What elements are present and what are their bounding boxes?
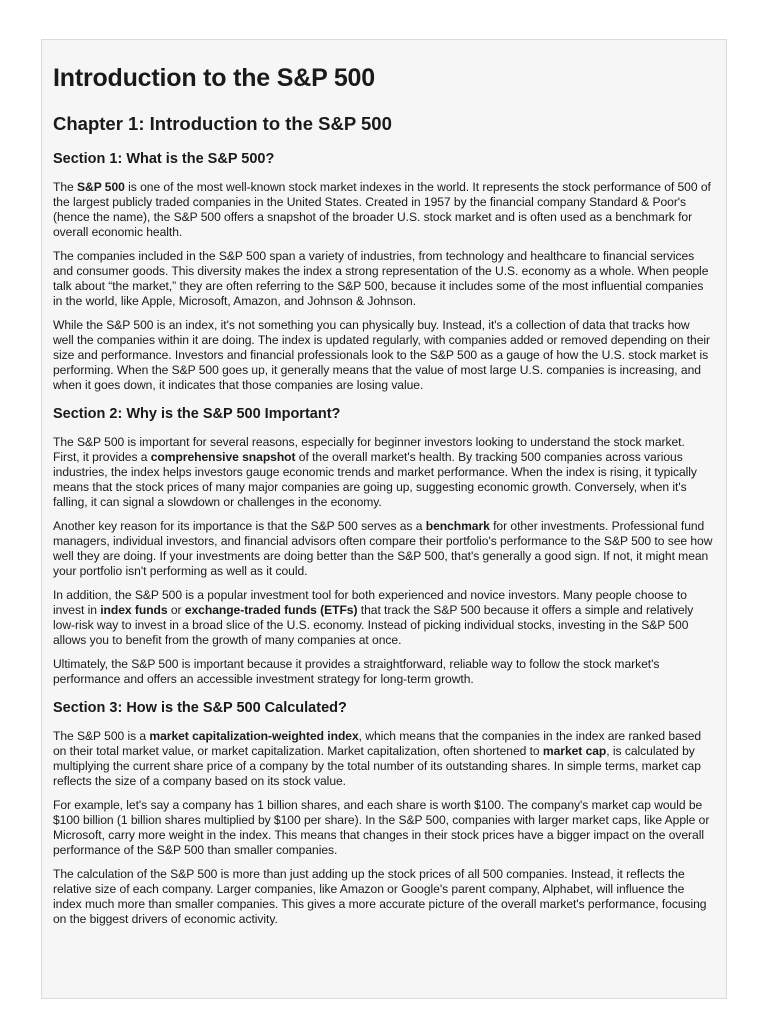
paragraph xyxy=(53,519,713,579)
text-run: or xyxy=(167,603,185,617)
bold-term: index funds xyxy=(100,603,168,617)
bold-term: market cap xyxy=(542,744,607,758)
text-run: The S&P 500 is a xyxy=(53,729,150,743)
paragraph xyxy=(53,588,713,648)
text-run: In addition, the S&P 500 is a popular investment tool for both experienced and novice investors. Many people choose to invest in xyxy=(53,588,687,617)
bold-term: market capitalization-weighted index xyxy=(149,729,359,743)
paragraph xyxy=(53,318,713,393)
document-content xyxy=(53,62,713,936)
bold-term: exchange-traded funds (ETFs) xyxy=(184,603,358,617)
chapter-title: Chapter 1: Introduction to the S&P 500 xyxy=(53,113,392,134)
text-run: that track the S&P 500 because it offers a simple and relatively low-risk way to invest in a broad slice of the U.S. economy. Instead of picking individual stocks, investing in the S&P 500 allows you to benefit from the growth of many companies at once. xyxy=(53,603,694,647)
bold-term: comprehensive snapshot xyxy=(150,450,296,464)
text-run: for other investments. Professional fund managers, individual investors, and financial advisors often compare their portfolio's performance to the S&P 500 to see how well they are doing. If your investments are doing better than the S&P 500, that's generally a good sign. If not, it might mean your portfolio isn't performing as well as it could. xyxy=(53,519,713,578)
bold-term: S&P 500 xyxy=(77,180,125,194)
text-run: Another key reason for its importance is that the S&P 500 serves as a xyxy=(53,519,426,533)
text-run: Ultimately, the S&P 500 is important because it provides a straightforward, reliable way to follow the stock market's performance and offers an accessible investment strategy for long-term growth. xyxy=(53,657,660,686)
document-page xyxy=(41,39,727,999)
text-run: The S&P 500 is important for several reasons, especially for beginner investors looking to understand the stock market. First, it provides a xyxy=(53,435,685,464)
section-3 xyxy=(53,698,713,927)
text-run: For example, let's say a company has 1 billion shares, and each share is worth $100. The company's market cap would be $100 billion (1 billion shares multiplied by $100 per share). In the S&P 500, companies with larger market caps, like Apple or Microsoft, carry more weight in the index. This means that changes in their stock prices have a bigger impact on the overall performance of the S&P 500 than smaller companies. xyxy=(53,798,710,857)
paragraph xyxy=(53,657,713,687)
text-run: The xyxy=(53,180,77,194)
paragraph xyxy=(53,435,713,510)
section-heading: Section 1: What is the S&P 500? xyxy=(53,151,275,167)
section-heading: Section 3: How is the S&P 500 Calculated? xyxy=(53,700,347,716)
paragraph xyxy=(53,249,713,309)
paragraph xyxy=(53,180,713,240)
section-2 xyxy=(53,404,713,687)
text-run: is one of the most well-known stock market indexes in the world. It represents the stock performance of 500 of the largest publicly traded companies in the United States. Created in 1957 by the financial company Standard & Poor's (hence the name), the S&P 500 offers a snapshot of the broader U.S. stock market and is often used as a benchmark for overall economic health. xyxy=(53,180,711,239)
text-run: The companies included in the S&P 500 span a variety of industries, from technology and healthcare to financial services and consumer goods. This diversity makes the index a strong representation of the U.S. economy as a whole. When people talk about “the market,” they are often referring to the S&P 500, because it includes some of the most influential companies in the world, like Apple, Microsoft, Amazon, and Johnson & Johnson. xyxy=(53,249,709,308)
bold-term: benchmark xyxy=(425,519,490,533)
text-run: of the overall market's health. By tracking 500 companies across various industries, the index helps investors gauge economic trends and market performance. When the index is rising, it typically means that the stock prices of many major companies are going up, suggesting economic growth. Conversely, when it's falling, it can signal a slowdown or challenges in the economy. xyxy=(53,450,697,509)
paragraph xyxy=(53,798,713,858)
document-title: Introduction to the S&P 500 xyxy=(53,64,375,92)
text-run: The calculation of the S&P 500 is more than just adding up the stock prices of all 500 companies. Instead, it reflects the relative size of each company. Larger companies, like Amazon or Google's parent company, Alphabet, will influence the index much more than smaller companies. This gives a more accurate picture of the overall market's performance, focusing on the biggest drivers of economic activity. xyxy=(53,867,707,926)
section-1 xyxy=(53,149,713,393)
text-run: , is calculated by multiplying the current share price of a company by the total number of its outstanding shares. In simple terms, market cap reflects the size of a company based on its stock value. xyxy=(53,744,701,788)
paragraph xyxy=(53,867,713,927)
section-heading: Section 2: Why is the S&P 500 Important? xyxy=(53,406,341,422)
text-run: , which means that the companies in the index are ranked based on their total market value, or market capitalization. Market capitalization, often shortened to xyxy=(53,729,702,758)
paragraph xyxy=(53,729,713,789)
text-run: While the S&P 500 is an index, it's not something you can physically buy. Instead, it's a collection of data that tracks how well the companies within it are doing. The index is updated regularly, with companies added or removed depending on their size and performance. Investors and financial professionals look to the S&P 500 as a gauge of how the U.S. stock market is performing. When the S&P 500 goes up, it generally means that the value of most large U.S. companies is increasing, and when it goes down, it indicates that those companies are losing value. xyxy=(53,318,710,392)
